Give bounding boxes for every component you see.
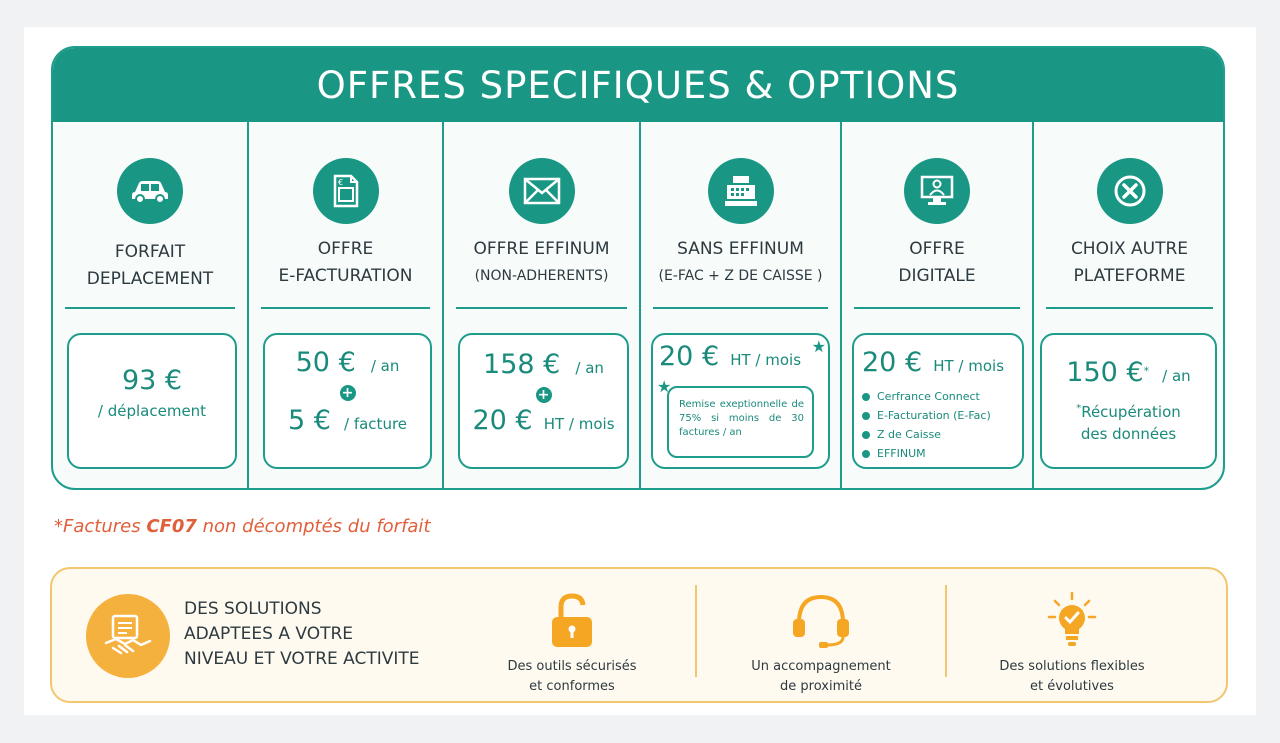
price-box bbox=[458, 333, 629, 469]
padlock-icon bbox=[477, 587, 667, 649]
divider bbox=[854, 307, 1020, 309]
price-box: 150 €* / an *Récupération des données bbox=[1040, 333, 1217, 469]
price-box bbox=[67, 333, 237, 469]
computer-user-icon bbox=[904, 158, 970, 224]
price-unit: HT / mois bbox=[933, 357, 1005, 375]
feature-secure-tools: Des outils sécurisés et conformes bbox=[477, 587, 667, 697]
price-box bbox=[852, 333, 1024, 469]
price-value-2: 5 € bbox=[287, 405, 331, 436]
offer-column-effinum bbox=[444, 122, 641, 490]
svg-text:€: € bbox=[337, 178, 343, 187]
car-icon bbox=[117, 158, 183, 224]
price-unit: / an bbox=[1162, 367, 1191, 385]
solutions-card bbox=[50, 567, 1228, 703]
headset-icon bbox=[726, 587, 916, 649]
cash-register-icon bbox=[708, 158, 774, 224]
invoice-icon bbox=[313, 158, 379, 224]
envelope-icon bbox=[509, 158, 575, 224]
feature-local-support: Un accompagnement de proximité bbox=[726, 587, 916, 697]
separator bbox=[945, 585, 947, 677]
price-value: 20 € bbox=[659, 341, 720, 372]
price-value: 93 € bbox=[121, 365, 183, 396]
divider bbox=[653, 307, 828, 309]
price-value: 150 € bbox=[1066, 357, 1144, 388]
divider bbox=[456, 307, 627, 309]
list-item: Z de Caisse bbox=[862, 425, 991, 444]
plus-icon: + bbox=[536, 387, 552, 403]
offer-column-autre-plateforme bbox=[1034, 122, 1225, 490]
list-item: EFFINUM bbox=[862, 444, 991, 463]
price-unit: / an bbox=[575, 359, 604, 377]
remise-note: Remise exeptionnelle de 75% si moins de 30 factures / an bbox=[667, 386, 814, 458]
divider bbox=[65, 307, 235, 309]
price-box bbox=[263, 333, 432, 469]
offer-column-digitale bbox=[842, 122, 1034, 490]
divider bbox=[1046, 307, 1213, 309]
list-item: E-Facturation (E-Fac) bbox=[862, 406, 991, 425]
column-title: CHOIX AUTRE PLATEFORME bbox=[1070, 239, 1189, 286]
separator bbox=[695, 585, 697, 677]
plus-icon: + bbox=[340, 385, 356, 401]
digital-offer-list bbox=[862, 387, 991, 463]
price-value: 50 € bbox=[295, 347, 356, 378]
offers-card bbox=[51, 46, 1225, 490]
price-value: 20 € bbox=[862, 347, 923, 378]
lightbulb-icon bbox=[977, 587, 1167, 649]
price-unit: / an bbox=[370, 357, 400, 375]
star-icon: ★ bbox=[657, 377, 672, 396]
offer-column-sans-effinum bbox=[641, 122, 842, 490]
close-circle-icon bbox=[1097, 158, 1163, 224]
star-icon: ★ bbox=[811, 337, 826, 356]
offer-column-deplacement bbox=[53, 122, 249, 490]
solutions-title: DES SOLUTIONS ADAPTEES A VOTRE NIVEAU ET VOTRE ACTIVITE bbox=[184, 599, 420, 669]
feature-flexible-solutions: Des solutions flexibles et évolutives bbox=[977, 587, 1167, 697]
price-unit: HT / mois bbox=[730, 351, 802, 369]
handshake-icon bbox=[86, 594, 170, 678]
column-title: SANS EFFINUM (E-FAC + Z DE CAISSE ) bbox=[658, 239, 823, 284]
footnote: *Factures CF07 non décomptés du forfait bbox=[54, 516, 431, 537]
price-detail: *Récupération des données bbox=[1076, 403, 1181, 443]
banner-title: OFFRES SPECIFIQUES & OPTIONS bbox=[53, 48, 1223, 122]
price-box bbox=[651, 333, 830, 469]
list-item: Cerfrance Connect bbox=[862, 387, 991, 406]
page bbox=[24, 27, 1256, 715]
column-title: OFFRE EFFINUM (NON-ADHERENTS) bbox=[473, 239, 610, 284]
price-value-2: 20 € bbox=[472, 405, 533, 436]
column-title: OFFRE DIGITALE bbox=[898, 239, 976, 286]
price-unit: / déplacement bbox=[97, 402, 207, 420]
column-title: OFFRE E-FACTURATION bbox=[278, 239, 413, 286]
price-unit-2: / facture bbox=[344, 415, 408, 433]
offer-column-efacturation bbox=[249, 122, 444, 490]
price-value: 158 € bbox=[483, 349, 561, 380]
column-title: FORFAIT DEPLACEMENT bbox=[86, 242, 214, 289]
price-unit-2: HT / mois bbox=[543, 415, 615, 433]
divider bbox=[261, 307, 430, 309]
